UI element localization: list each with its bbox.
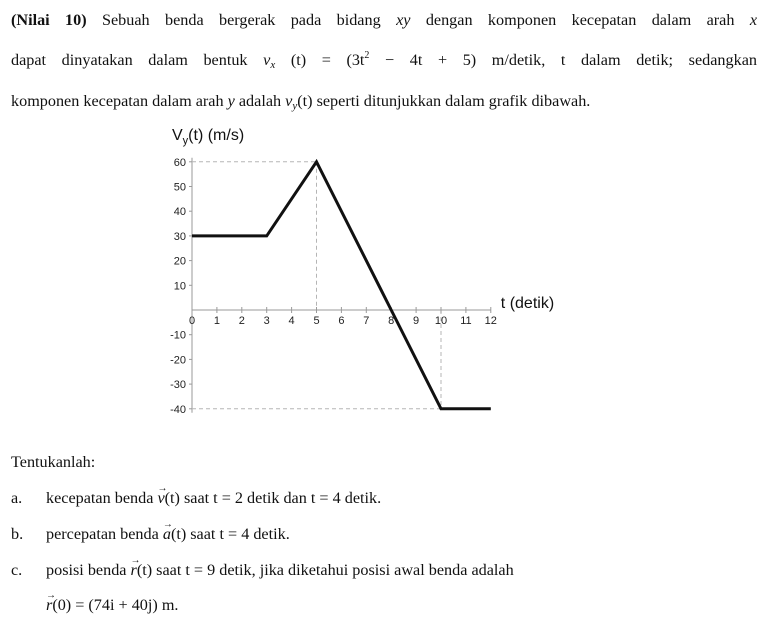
vy-graph: [150, 118, 580, 428]
y-tick-label--10: -10: [170, 329, 186, 342]
x-axis-label: t (detik): [500, 295, 555, 312]
position-vector-symbol: → r: [131, 559, 137, 581]
x-tick-label-3: 3: [263, 315, 270, 327]
y-tick-label--40: -40: [170, 403, 186, 416]
x-tick-label-8: 8: [388, 315, 395, 327]
y-tick-label-10: 10: [173, 280, 186, 293]
x-tick-label-1: 1: [213, 315, 220, 327]
x-tick-label-10: 10: [434, 315, 448, 327]
x-tick-label-6: 6: [338, 315, 345, 327]
x-tick-label-0: 0: [188, 315, 196, 327]
question-c-line-2: → r(0) = (74i + 40j) m.: [46, 594, 178, 616]
x-tick-label-2: 2: [238, 315, 245, 327]
problem-statement: [11, 2, 757, 124]
x-tick-label-5: 5: [313, 315, 320, 327]
problem-line-1: (Nilai 10) Sebuah benda bergerak pada bidang xy dengan komponen kecepatan dalam arah x: [11, 11, 758, 29]
initial-position-vector-symbol: → r: [46, 594, 52, 616]
x-tick-label-4: 4: [288, 315, 295, 327]
question-a-label: a.: [11, 489, 23, 507]
acceleration-vector-symbol: → a: [163, 523, 171, 545]
vy-symbol: $v_y$: [285, 92, 298, 112]
y-tick-label-60: 60: [173, 156, 186, 169]
vx-expression: $(t) = (3t^2 - 4t + 5)$ m/detik,: [290, 50, 546, 69]
x-tick-label-9: 9: [413, 315, 420, 327]
series-line-vy: [192, 162, 491, 409]
problem-line-3: komponen kecepatan dalam arah y adalah $v_y(t)$ seperti ditunjukkan dalam grafik dibawah.: [11, 92, 591, 112]
question-c-label: c.: [11, 561, 23, 579]
y-tick-label-30: 30: [173, 230, 186, 243]
x-tick-label-12: 12: [484, 315, 497, 327]
question-b-label: b.: [11, 525, 24, 543]
question-b: b. percepatan benda → a(t) saat t = 4 detik.: [11, 523, 290, 545]
y-tick-label--20: -20: [170, 354, 186, 367]
velocity-vector-symbol: → v: [157, 487, 164, 509]
vx-symbol: $v_x$: [263, 51, 276, 71]
question-c: c. posisi benda → r(t) saat t = 9 detik, jika diketahui posisi awal benda adalah: [11, 559, 514, 581]
x-tick-label-7: 7: [363, 315, 370, 327]
chart-title: $V_y(t)$ (m/s): [172, 127, 245, 147]
y-tick-label-50: 50: [173, 181, 186, 194]
x-tick-label-11: 11: [460, 315, 472, 327]
y-tick-label-40: 40: [173, 206, 186, 219]
problem-line-2: dapat dinyatakan dalam bentuk $v_x$ $(t) = (3t^2 - 4t + 5)$ m/detik, t dalam detik; sedangkan: [11, 50, 757, 71]
questions-intro: Tentukanlah:: [11, 453, 96, 471]
y-tick-label--30: -30: [170, 379, 186, 392]
y-tick-label-20: 20: [173, 255, 186, 268]
problem-label: (Nilai 10): [11, 11, 87, 29]
question-a: a. kecepatan benda → v(t) saat t = 2 detik dan t = 4 detik.: [11, 487, 381, 509]
